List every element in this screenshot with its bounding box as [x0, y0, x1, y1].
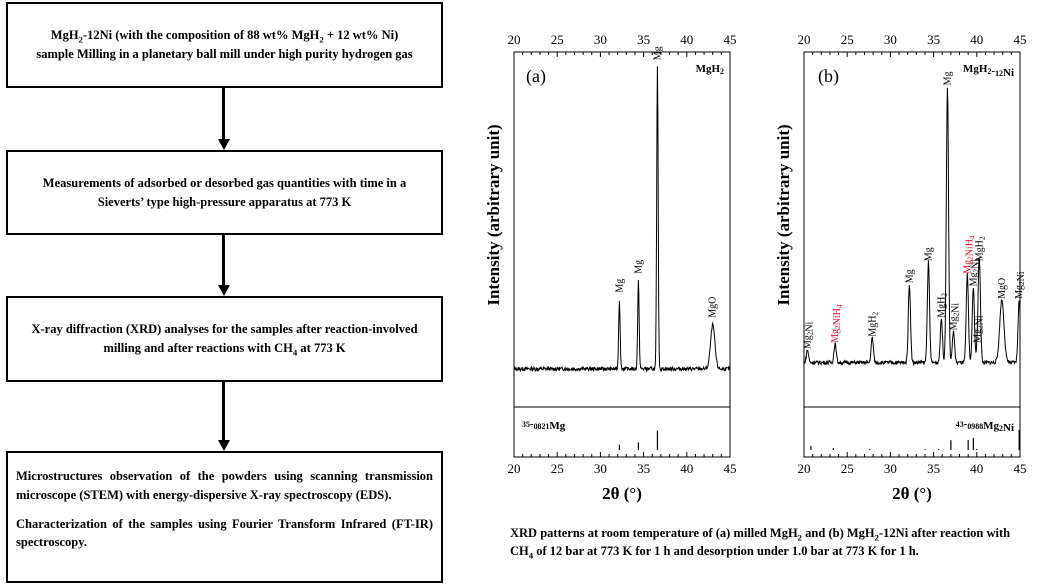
- peak-label: [948, 303, 961, 331]
- label-part: Ni: [950, 302, 962, 313]
- label-part: 2: [966, 256, 975, 260]
- label-part: Mg: [1014, 285, 1026, 299]
- label-part: Mg: [633, 259, 645, 274]
- label-part: Mg: [904, 269, 916, 284]
- x-tick-label-bottom: 40: [970, 461, 984, 476]
- x-tick-label-top: 40: [680, 32, 694, 47]
- x-tick-label-top: 35: [637, 32, 651, 47]
- label-part: Ni: [804, 321, 816, 332]
- label-part: Mg: [830, 328, 842, 343]
- x-tick-label-bottom: 25: [550, 461, 564, 476]
- peak-label: [997, 278, 1008, 299]
- peak-label: [633, 260, 644, 274]
- figure-caption: XRD patterns at room temperature of (a) milled MgH$_2$ and (b) MgH$_2$-12Ni after reaction with $CH_4$ of 12 bar at 773 K for 1 h and desorption under 1.0 bar at 773 K for 1 h.: [510, 526, 1011, 561]
- x-tick-label-top: 20: [507, 32, 521, 47]
- label-part: 2: [834, 325, 843, 329]
- y-axis-label-a: Intensity (arbitrary unit): [484, 124, 503, 306]
- label-part: Mg: [549, 420, 566, 432]
- label-part: MgO: [707, 296, 719, 318]
- plot-frame: [514, 52, 730, 457]
- x-tick-label-top: 30: [883, 32, 897, 47]
- label-part: 2: [940, 293, 949, 297]
- peak-label: [652, 46, 663, 60]
- x-axis-label: 2θ (°): [602, 484, 642, 503]
- label-part: 0821: [533, 422, 550, 431]
- sample-label: [696, 63, 724, 76]
- label-part: Mg: [923, 247, 935, 262]
- label-part: 2: [806, 331, 815, 336]
- peak-label: [802, 321, 815, 349]
- label-part: 2: [1018, 281, 1027, 286]
- peak-label: [1014, 271, 1027, 299]
- x-tick-label-top: 45: [1013, 32, 1027, 47]
- label-part: 2: [972, 268, 981, 273]
- label-part: MgH: [974, 240, 986, 262]
- flow-step-xrd: X-ray diffraction (XRD) analyses for the samples after reaction-involved milling and after reactions with $CH_4$ at 773 K: [6, 296, 443, 382]
- label-part: 43: [955, 420, 964, 429]
- label-part: 2: [976, 325, 985, 329]
- label-part: 2: [871, 311, 880, 316]
- label-part: 35: [522, 420, 530, 429]
- label-part: 12: [995, 69, 1003, 78]
- x-tick-label-bottom: 20: [507, 461, 521, 476]
- peak-label: [923, 247, 934, 261]
- plot-frame: [804, 52, 1020, 457]
- peak-label: [942, 71, 953, 85]
- label-part: MgH: [963, 63, 988, 75]
- label-part: 4: [836, 304, 845, 309]
- x-tick-label-top: 35: [927, 32, 941, 47]
- characterization-para-2: Characterization of the samples using Fourier Transform Infrared (FT-IR) spectroscopy.: [16, 516, 433, 550]
- label-part: Mg: [614, 278, 626, 293]
- x-tick-label-bottom: 45: [1013, 461, 1027, 476]
- x-tick-label-top: 20: [797, 32, 811, 47]
- peak-label: [867, 311, 879, 336]
- x-tick-label-top: 45: [723, 32, 737, 47]
- label-part: Mg: [652, 46, 664, 61]
- reference-label: [956, 418, 1014, 434]
- label-part: Ni: [974, 315, 986, 326]
- x-tick-label-bottom: 30: [593, 461, 607, 476]
- panel-label: (b): [818, 66, 839, 86]
- label-part: Ni: [1003, 422, 1014, 434]
- label-part: -: [529, 418, 534, 430]
- label-part: Mg: [942, 71, 954, 86]
- x-tick-label-bottom: 30: [883, 461, 897, 476]
- label-part: Mg: [802, 335, 814, 350]
- x-tick-label-bottom: 35: [637, 461, 651, 476]
- peak-label: [936, 293, 948, 318]
- peak-label: [708, 297, 719, 318]
- label-part: 2: [999, 424, 1003, 433]
- label-part: MgH: [936, 296, 948, 318]
- y-axis-label-b: Intensity (arbitrary unit): [774, 124, 793, 306]
- label-part: Mg: [983, 420, 1000, 432]
- peak-label: [973, 315, 986, 343]
- peak-label: [614, 279, 625, 293]
- label-part: -: [963, 418, 968, 430]
- label-part: 0988: [967, 422, 984, 431]
- x-tick-label-bottom: 35: [927, 461, 941, 476]
- x-tick-label-bottom: 40: [680, 461, 694, 476]
- label-part: NiH: [964, 239, 976, 257]
- label-part: MgO: [996, 277, 1008, 299]
- x-axis-label: 2θ (°): [892, 484, 932, 503]
- x-tick-label-top: 40: [970, 32, 984, 47]
- label-part: 2: [952, 312, 961, 317]
- label-part: 2: [978, 236, 987, 241]
- xrd-pattern: [514, 67, 730, 371]
- label-part: 4: [968, 235, 977, 240]
- sample-label: [963, 63, 1014, 79]
- flow-step-gas-measurement: Measurements of adsorbed or desorbed gas quantities with time in a Sieverts’ type high-pressure apparatus at 773 K: [6, 150, 443, 235]
- label-part: Mg: [972, 328, 984, 343]
- characterization-para-1: Microstructures observation of the powders using scanning transmission microscope (STEM) with energy-dispersive X-ray spectroscopy (EDS).: [16, 469, 433, 502]
- x-tick-label-bottom: 45: [723, 461, 737, 476]
- x-tick-label-bottom: 25: [840, 461, 854, 476]
- label-part: MgH: [695, 63, 721, 75]
- peak-label: [968, 259, 981, 287]
- label-part: 2: [987, 67, 992, 76]
- label-part: Ni: [1003, 67, 1014, 79]
- x-tick-label-top: 30: [593, 32, 607, 47]
- peak-label: [830, 304, 844, 343]
- x-tick-label-top: 25: [840, 32, 854, 47]
- label-part: NiH: [832, 308, 844, 326]
- label-part: Ni: [1016, 271, 1028, 282]
- flow-step-milling: MgH$_2$-12Ni (with the composition of 88 wt% MgH$_2$ + 12 wt% Ni) sample Milling in a planetary ball mill under high purity hydrogen gas: [6, 2, 443, 88]
- panel-label: (a): [526, 66, 546, 86]
- x-tick-label-bottom: 20: [797, 461, 811, 476]
- label-part: Ni: [970, 258, 982, 269]
- reference-label: [522, 418, 566, 432]
- label-part: Mg: [948, 316, 960, 331]
- label-part: -: [991, 65, 996, 77]
- label-part: Mg: [962, 259, 974, 274]
- peak-label: [904, 269, 915, 283]
- x-tick-label-top: 25: [550, 32, 564, 47]
- label-part: 2: [720, 67, 724, 76]
- label-part: MgH: [867, 315, 879, 337]
- label-part: Mg: [968, 272, 980, 287]
